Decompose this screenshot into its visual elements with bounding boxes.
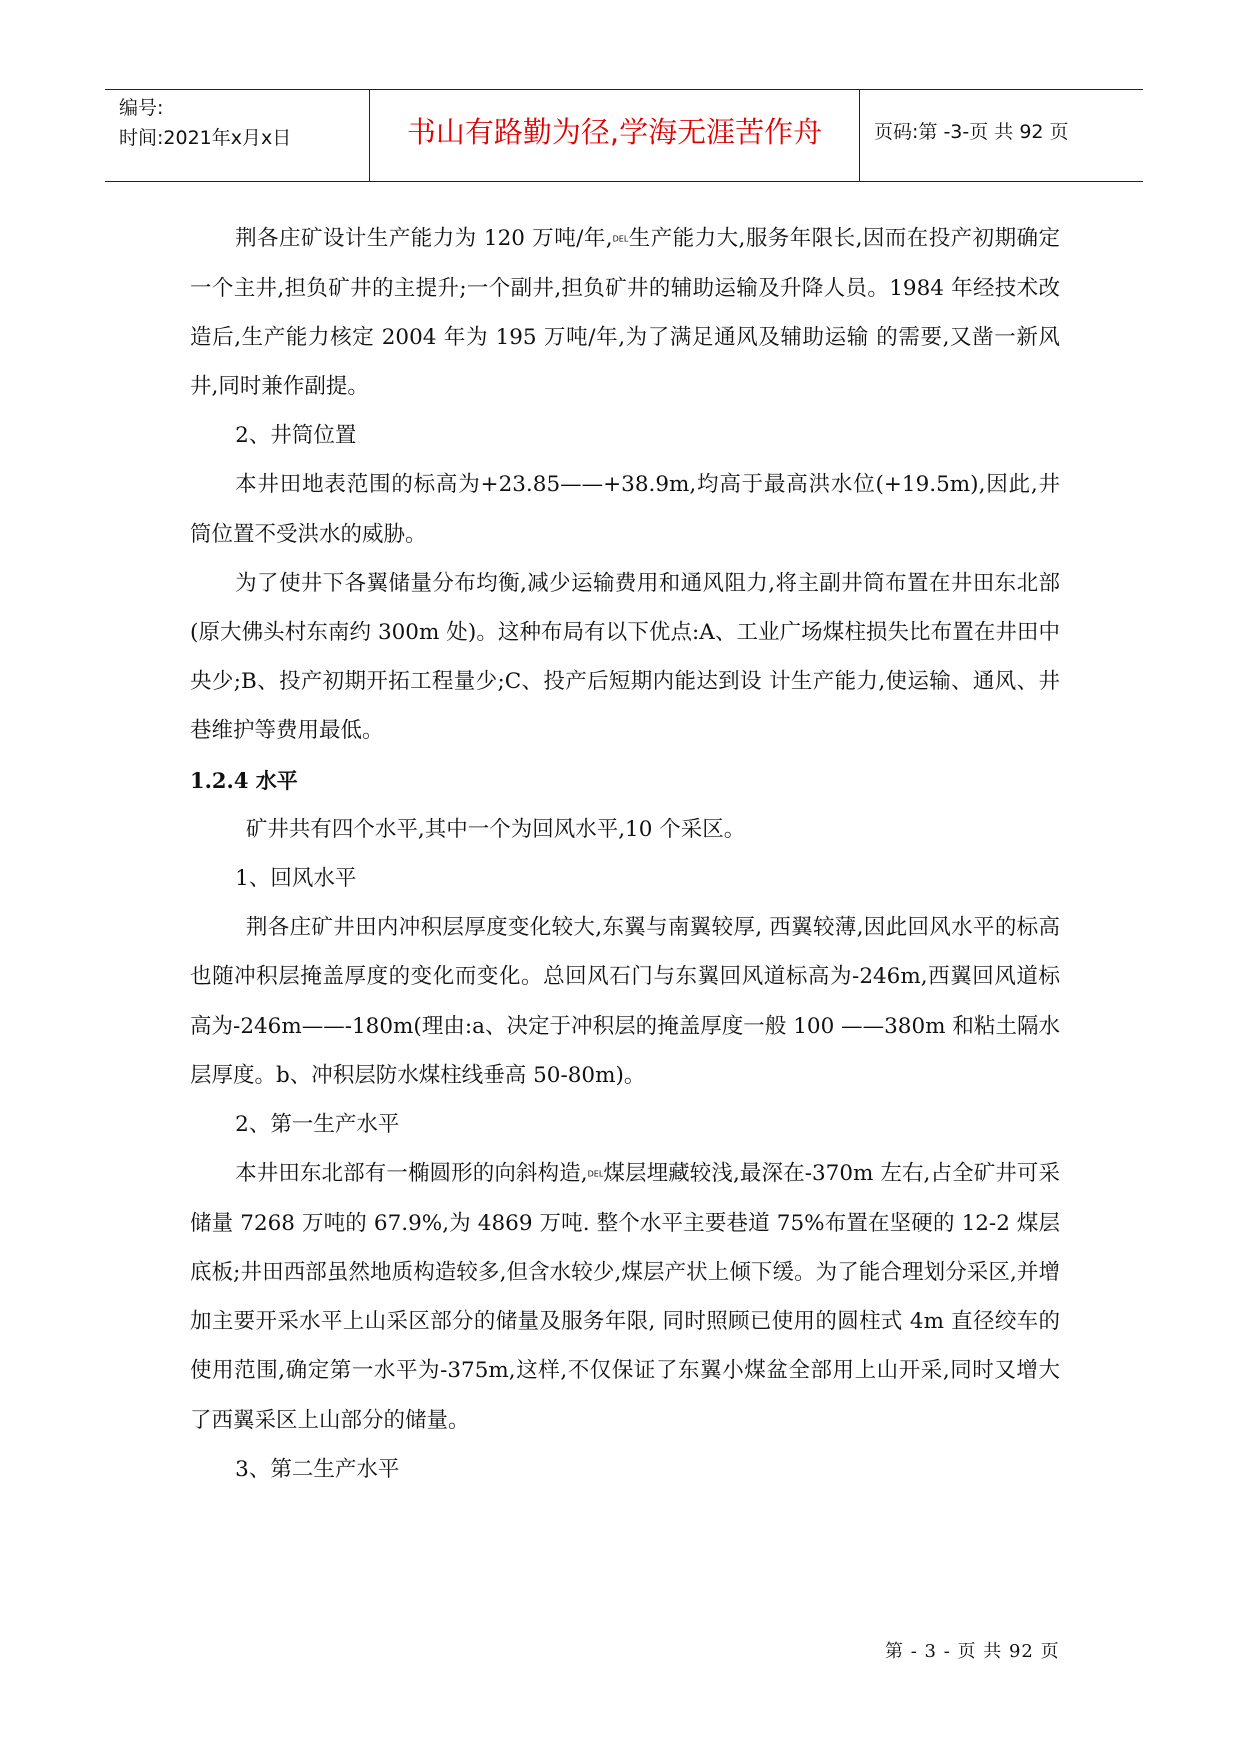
header-page-label: 页码:第 -3-页 共 92 页 [874, 121, 1069, 143]
header-motto: 书山有路勤为径,学海无涯苦作舟 [370, 90, 860, 181]
paragraph-elevation: 本井田地表范围的标高为+23.85——+38.9m,均高于最高洪水位(+19.5m),因此,井筒位置不受洪水的威胁。 [190, 472, 1060, 547]
document-time-label: 时间:2021年x月x日 [119, 127, 292, 149]
paragraph-levels-summary: 矿井共有四个水平,其中一个为回风水平,10 个采区。 [245, 816, 746, 842]
paragraph-layout: 为了使井下各翼储量分布均衡,减少运输费用和通风阻力,将主副井筒布置在井田东北部(原大佛头村东南约 300m 处)。这种布局有以下优点:A、工业广场煤柱损失比布置在井田中央少;B、投产初期开拓工程量少;C、投产后短期内能达到设 计生产能力,使运输、通风、井巷维护等费用最低。 [190, 570, 1060, 744]
paragraph-return-air: 荆各庄矿井田内冲积层厚度变化较大,东翼与南翼较厚, 西翼较薄,因此回风水平的标高也随冲积层掩盖厚度的变化而变化。总回风石门与东翼回风道标高为-246m,西翼回风道标高为-246m——-180m(理由:a、决定于冲积层的掩盖厚度一般 100 ——380m 和粘土隔水层厚度。b、冲积层防水煤柱线垂高 50-80m)。 [190, 915, 1060, 1088]
subheading-shaft-position: 2、井筒位置 [235, 423, 357, 449]
paragraph-capacity: 荆各庄矿设计生产能力为 120 万吨/年,DEL生产能力大,服务年限长,因而在投产初期确定一个主井,担负矿井的主提升;一个副井,担负矿井的辅助运输及升降人员。1984 年经技术改造后,生产能力核定 2004 年为 195 万吨/年,为了满足通风及辅助运输 的需要,又凿一新风井,同时兼作副提。 [190, 226, 1060, 399]
subheading-second-level: 3、第二生产水平 [235, 1456, 400, 1482]
section-heading-1-2-4: 1.2.4 水平 [190, 767, 298, 793]
paragraph-first-level: 本井田东北部有一椭圆形的向斜构造,DEL煤层埋藏较浅,最深在-370m 左右,占全矿井可采储量 7268 万吨的 67.9%,为 4869 万吨. 整个水平主要巷道 75%布置在坚硬的 12-2 煤层底板;井田西部虽然地质构造较多,但含水较少,煤层产状上倾下缓。为了能合理划分采区,并增加主要开采水平上山采区部分的储量及服务年限, 同时照顾已使用的圆柱式 4m 直径绞车的使用范围,确定第一水平为-375m,这样,不仅保证了东翼小煤盆全部用上山开采,同时又增大了西翼采区上山部分的储量。 [190, 1161, 1060, 1433]
document-body [190, 214, 1060, 1494]
document-number-label: 编号: [119, 97, 164, 119]
subheading-first-level: 2、第一生产水平 [235, 1112, 400, 1138]
subheading-return-air-level: 1、回风水平 [235, 866, 357, 892]
del-mark: DEL [587, 1169, 604, 1179]
page-header [105, 89, 1143, 182]
header-meta [105, 90, 370, 181]
page-footer: 第 - 3 - 页 共 92 页 [885, 1641, 1060, 1662]
del-mark: DEL [612, 234, 629, 244]
